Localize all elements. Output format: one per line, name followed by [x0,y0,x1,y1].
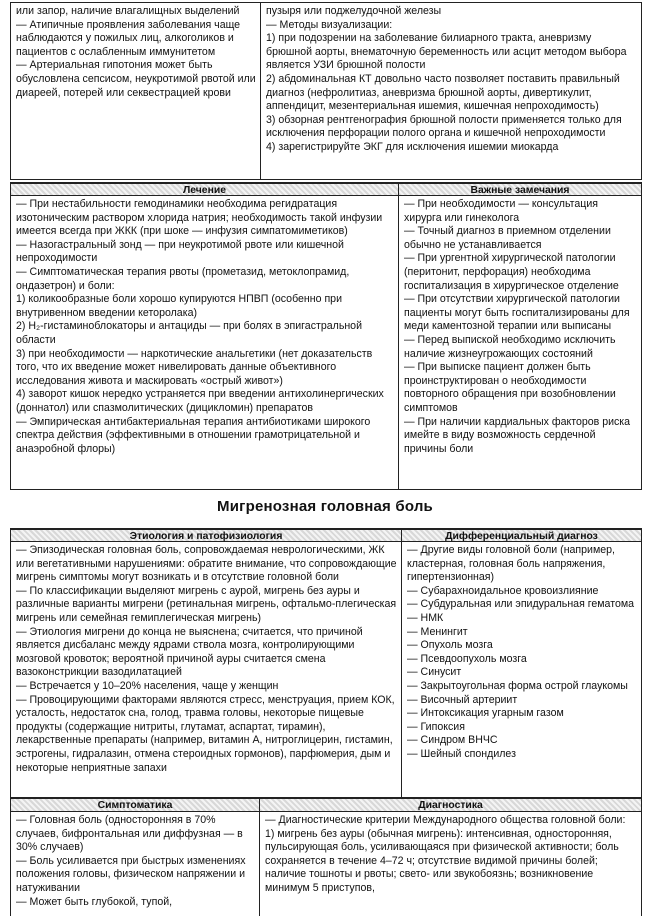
column-symptoms [11,812,259,916]
text-line: — При отсутствии хирургической патологии пациенты могут быть госпитализированы для меди каментозной терапии или выписаны [404,293,630,333]
text-line: — Головная боль (односторонняя в 70% случаев, бифронтальная или диффузная — в 30% случаев) [16,814,243,854]
header-important-notes: Важные замечания [398,183,641,196]
migraine-table [10,528,642,798]
text-line: — Точный диагноз в приемном отделении обычно не устанавливается [404,225,611,251]
section-title: Мигренозная головная боль [217,498,433,515]
header-symptoms: Симптоматика [11,799,259,812]
column-treatment [11,196,398,489]
text-line: — Артериальная гипотония может быть обусловлена сепсисом, неукротимой рвотой или диареей, потерей или секвестрацией крови [16,59,256,99]
text-line: 1) коликообразные боли хорошо купируются НПВП (особенно при внутривенном введении кеторолака) [16,293,342,319]
text-line: — При ургентной хирургической патологии (перитонит, перфорация) необходима госпитализация в хирургическое отделение [404,252,619,292]
text-line: 3) обзорная рентгенография брюшной полости применяется только для исключения перфорации полого органа и кишечной непроходимости [266,113,622,140]
text-line: — Синусит [407,666,462,679]
text-line: — Симптоматическая терапия рвоты (прометазид, метоклопрамид, ондазетрон) и боли: [16,265,350,292]
text-line: — При необходимости — консультация хирурга или гинеколога [404,198,598,224]
text-line: — Гипоксия [407,720,465,733]
text-line: — Эмпирическая антибактериальная терапия антибиотиками широкого спектра действия (эффективными в отношении грамотрицательной и анаэробной флоры) [16,415,371,455]
text-line: — При выписке пациент должен быть проинструктирован о необходимости повторного обращения при возобновлении симптомов [404,361,616,414]
text-line: 2) абдоминальная КТ довольно часто позволяет поставить правильный диагноз (нефролитиаз, аневризма брюшной аорты, дивертикулит, аппендицит, мезентериальная ишемия, кишечная непроходимость) [266,72,620,113]
header-differential-diagnosis: Дифференциальный диагноз [401,529,641,542]
text-line: — Субдуральная или эпидуральная гематома [407,598,635,611]
column-etiology [11,542,401,797]
text-line: — По классификации выделяют мигрень с аурой, мигрень без ауры и различные варианты мигрени (ретинальная мигрень, офтальмо-плегическая мигрень или семейная гемиплегическая мигрень) [16,584,397,624]
text-line: — Псевдоопухоль мозга [407,652,527,665]
text-line: — Провоцирующими факторами являются стресс, менструация, прием КОК, усталость, недостаток сна, голод, травма головы, некоторые пищевые продукты (содержащие нитриты, глутамат, аспартат, тирамин), лекарственные препараты (например, витамин А, нитроглицерин, гистамин, эстрогены, гидралазин, отмена стероидных гормонов), парфюмерия, дым и некоторые неприятные запахи [16,693,395,774]
text-line: — Закрытоугольная форма острой глаукомы [407,679,628,692]
text-line: — Опухоль мозга [407,639,493,652]
symptoms-diagnostics-table [10,798,642,916]
treatment-table [10,182,642,490]
text-line: — Может быть глубокой, тупой, [16,895,173,908]
text-line: — Встречается у 10–20% населения, чаще у женщин [16,679,279,692]
abdominal-pain-table [10,2,642,180]
text-line: 3) при необходимости — наркотические анальгетики (нет доказательств того, что их введение может нивелировать данные объективного исследования живота и маскировать «острый живот») [16,347,373,387]
text-line: 4) зарегистрируйте ЭКГ для исключения ишемии миокарда [266,140,559,153]
text-line: 1) при подозрении на заболевание билиарного тракта, аневризму брюшной аорты, внематочную беременность или асцит методом выбора является УЗИ брюшной полости [266,32,627,72]
column-diagnostics [259,812,641,916]
header-treatment: Лечение [11,183,398,196]
text-line: — Височный артериит [407,693,518,706]
text-line: — Этиология мигрени до конца не выяснена; считается, что причиной является дисбаланс между ядрами ствола мозга, контролирующими мозговой кровоток; вероятной причиной ауры считается смена вазоконстрикции вазодилатацией [16,625,363,679]
text-line: — Шейный спондилез [407,747,516,760]
text-line: 4) заворот кишок нередко устраняется при введении антихолинергических (доннатол) или спазмолитических (дицикломин) препаратов [16,388,384,414]
text-line: — Диагностические критерии Международного общества головной боли: [265,814,626,826]
text-line: — Атипичные проявления заболевания чаще наблюдаются у пожилых лиц, алкоголиков и пациентов с ослабленным иммунитетом [16,18,241,58]
text-line: — Синдром ВНЧС [407,734,498,747]
text-line: — Эпизодическая головная боль, сопровождаемая неврологическими, ЖК или вегетативными нарушениями: обратите внимание, что сопровождающие мигрень симптомы могут возникать и в отсутствие головной боли [16,544,397,584]
text-line: — При нестабильности гемодинамики необходима регидратация изотоническим раствором хлорида натрия; необходимость такой инфузии имеется всегда при ЖКК (при шоке — инфузия симпатомиметиков) [16,198,383,238]
text-line: 1) мигрень без ауры (обычная мигрень): интенсивная, односторонняя, пульсирующая боль, усиливающаяся при физической активности; боль сохраняется в течение 4–72 ч; отсутствие видимой причины болей; наличие тошноты и рвоты; свето- или звукобоязнь; возникновение минимум 5 приступов, [265,827,619,894]
text-line: — Методы визуализации: [266,18,393,31]
text-line: — При наличии кардиальных факторов риска имейте в виду возможность сердечной причины боли [404,415,631,455]
header-diagnostics: Диагностика [259,799,641,812]
text-line: — Субарахноидальное кровоизлияние [407,584,599,597]
column-important-notes [398,196,641,489]
column-right [260,3,641,179]
text-line: — НМК [407,611,444,624]
text-line: — Менингит [407,625,468,638]
header-etiology: Этиология и патофизиология [11,529,401,542]
column-differential-diagnosis [401,542,641,797]
text-line: 2) H₂-гистаминоблокаторы и антациды — при болях в эпигастральной области [16,320,362,346]
column-left [11,3,260,179]
text-line: — Боль усиливается при быстрых изменениях положения головы, физическом напряжении и натуживании [16,854,246,894]
text-line: или запор, наличие влагалищных выделений [16,5,240,17]
text-line: пузыря или поджелудочной железы [266,5,442,17]
text-line: — Перед выпиской необходимо исключить наличие жизнеугрожающих состояний [404,333,616,360]
text-line: — Интоксикация угарным газом [407,707,564,720]
text-line: — Другие виды головной боли (например, кластерная, головная боль напряжения, гипертензионная) [407,544,615,584]
text-line: — Назогастральный зонд — при неукротимой рвоте или кишечной непроходимости [16,238,344,265]
